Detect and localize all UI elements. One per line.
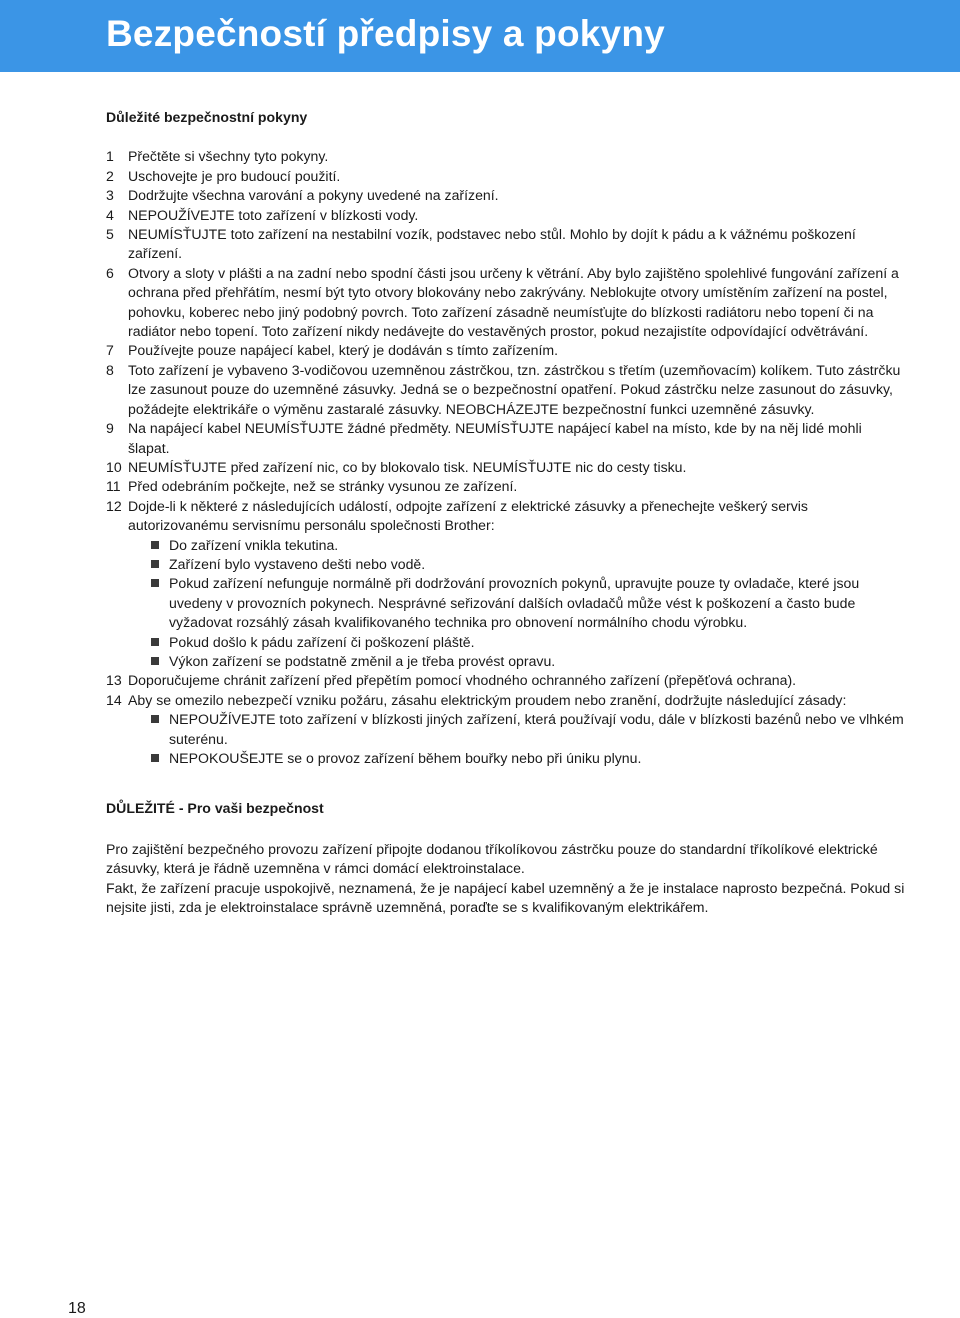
bullet-item	[128, 555, 906, 574]
list-item-number: 2	[106, 167, 114, 184]
list-item-number: 3	[106, 187, 114, 204]
list-item	[106, 147, 906, 166]
bullet-item-text: NEPOKOUŠEJTE se o provoz zařízení během bouřky nebo při úniku plynu.	[169, 750, 642, 766]
section-heading-important-instructions: Důležité bezpečnostní pokyny	[106, 109, 308, 125]
square-bullet-icon	[151, 657, 159, 665]
list-item-text: Doporučujeme chránit zařízení před přepětím pomocí vhodného ochranného zařízení (přepěťová ochrana).	[128, 672, 797, 689]
list-item	[106, 497, 906, 672]
bullet-item	[128, 652, 906, 671]
list-item	[106, 186, 906, 205]
list-item	[106, 264, 906, 342]
list-item-text: Dojde-li k některé z následujících událostí, odpojte zařízení z elektrické zásuvky a přenechejte veškerý servis autorizovanému servisnímu personálu společnosti Brother:	[128, 497, 808, 534]
document-body	[106, 108, 906, 917]
list-item-text: NEPOUŽÍVEJTE toto zařízení v blízkosti vody.	[128, 206, 419, 223]
list-item-text: Aby se omezilo nebezpečí vzniku požáru, zásahu elektrickým proudem nebo zranění, dodržujte následující zásady:	[128, 691, 847, 708]
list-item-number: 8	[106, 361, 114, 378]
bullet-item	[128, 749, 906, 768]
list-item-number: 1	[106, 148, 114, 165]
list-item	[106, 691, 906, 769]
bullet-item-text: Do zařízení vnikla tekutina.	[169, 536, 339, 553]
square-bullet-icon	[151, 560, 159, 568]
list-item	[106, 458, 906, 477]
square-bullet-icon	[151, 541, 159, 549]
list-item-number: 4	[106, 206, 114, 223]
bullet-item	[128, 710, 906, 749]
bullet-item-text: Výkon zařízení se podstatně změnil a je třeba provést opravu.	[169, 652, 556, 669]
bullet-item	[128, 633, 906, 652]
page-number: 18	[68, 1300, 86, 1317]
list-item-text: Toto zařízení je vybaveno 3-vodičovou uzemněnou zástrčkou, tzn. zástrčkou s třetím (uzemňovacím) kolíkem. Tuto zástrčku lze zasunout pouze do uzemněné zásuvky. Jedná se o bezpečnostní opatření. Pokud zástrčku nelze zasunout do zásuvky, požádejte elektrikáře o výměnu zastaralé zásuvky. NEOBCHÁZEJTE bezpečnostní funkci uzemněné zásuvky.	[128, 361, 901, 417]
list-item-text: Dodržujte všechna varování a pokyny uvedené na zařízení.	[128, 187, 499, 204]
list-item	[106, 361, 906, 419]
bullet-list	[128, 536, 906, 672]
list-item-number: 5	[106, 226, 114, 243]
safety-instructions-list	[106, 147, 906, 768]
paragraph: Pro zajištění bezpečného provozu zařízení připojte dodanou tříkolíkovou zástrčku pouze do standardní tříkolíkové elektrické zásuvky, která je řádně uzemněna v rámci domácí elektroinstalace.	[106, 840, 878, 877]
square-bullet-icon	[151, 754, 159, 762]
list-item	[106, 225, 906, 264]
list-item	[106, 206, 906, 225]
list-item-text: Před odebráním počkejte, než se stránky vysunou ze zařízení.	[128, 478, 518, 495]
list-item-number: 12	[106, 497, 122, 514]
list-item-number: 10	[106, 458, 122, 475]
list-item-number: 13	[106, 672, 122, 689]
list-item-number: 11	[106, 478, 121, 495]
paragraph: Fakt, že zařízení pracuje uspokojivě, neznamená, že je napájecí kabel uzemněný a že je instalace naprosto bezpečná. Pokud si nejsite jisti, zda je elektroinstalace správně uzemněná, poraďte se s kvalifikovaným elektrikářem.	[106, 879, 905, 916]
square-bullet-icon	[151, 579, 159, 587]
list-item-text: Používejte pouze napájecí kabel, který je dodáván s tímto zařízením.	[128, 342, 559, 359]
bullet-item	[128, 574, 906, 632]
list-item-number: 14	[106, 691, 122, 708]
list-item	[106, 419, 906, 458]
list-item	[106, 341, 906, 360]
bullet-item	[128, 536, 906, 555]
list-item-text: Uschovejte je pro budoucí použití.	[128, 167, 341, 184]
square-bullet-icon	[151, 715, 159, 723]
list-item-text: Na napájecí kabel NEUMÍSŤUJTE žádné předměty. NEUMÍSŤUJTE napájecí kabel na místo, kde by na něj lidé mohli šlapat.	[128, 420, 862, 456]
bullet-item-text: Zařízení bylo vystaveno dešti nebo vodě.	[169, 555, 426, 572]
bullet-list	[128, 710, 906, 768]
list-item-number: 7	[106, 342, 114, 359]
list-item-number: 6	[106, 264, 114, 281]
bullet-item-text: NEPOUŽÍVEJTE toto zařízení v blízkosti jiných zařízení, která používají vodu, dále v blízkosti bazénů nebo ve vlhkém suterénu.	[169, 711, 904, 747]
list-item-number: 9	[106, 420, 114, 437]
list-item	[106, 477, 906, 496]
safety-paragraphs	[106, 840, 906, 918]
list-item-text: NEUMÍSŤUJTE před zařízení nic, co by blokovalo tisk. NEUMÍSŤUJTE nic do cesty tisku.	[128, 458, 687, 475]
section-heading-your-safety: DŮLEŽITÉ - Pro vaši bezpečnost	[106, 800, 324, 817]
list-item-text: NEUMÍSŤUJTE toto zařízení na nestabilní vozík, podstavec nebo stůl. Mohlo by dojít k pádu a k vážnému poškození zařízení.	[128, 226, 856, 262]
bullet-item-text: Pokud došlo k pádu zařízení či poškození pláště.	[169, 633, 475, 650]
list-item	[106, 671, 906, 690]
bullet-item-text: Pokud zařízení nefunguje normálně při dodržování provozních pokynů, upravujte pouze ty ovladače, které jsou uvedeny v provozních pokynech. Nesprávné seřizování dalších ovladačů může vést k poškození a často bude vyžadovat rozsáhlý zásah kvalifikovaného technika pro obnovení normálního chodu výrobku.	[169, 575, 860, 631]
header-bar	[0, 0, 960, 72]
page-title: Bezpečností předpisy a pokyny	[106, 13, 665, 54]
list-item	[106, 167, 906, 186]
square-bullet-icon	[151, 638, 159, 646]
list-item-text: Otvory a sloty v plášti a na zadní nebo spodní části jsou určeny k větrání. Aby bylo zajištěno spolehlivé fungování zařízení a ochrana před přehřátím, nesmí být tyto otvory blokovány nebo zakrývány. Neblokujte otvory umístěním zařízení na postel, pohovku, koberec nebo jiný podobný povrch. Toto zařízení zásadně neumísťujte do blízkosti radiátoru nebo topení či na radiátor nebo topení. Toto zařízení nikdy nedávejte do vestavěných prostor, pokud nezajistíte odpovídající odvětrávání.	[128, 264, 899, 340]
list-item-text: Přečtěte si všechny tyto pokyny.	[128, 148, 329, 165]
